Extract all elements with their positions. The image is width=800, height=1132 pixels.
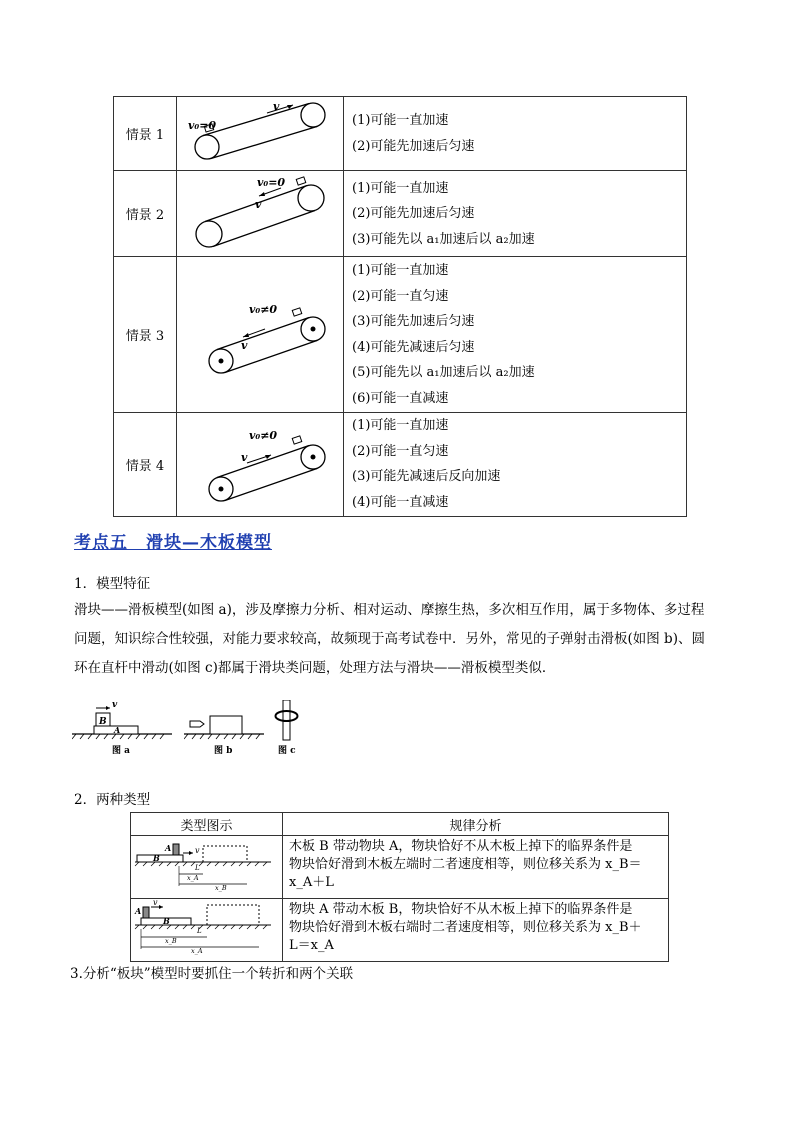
b-label: B	[99, 717, 107, 727]
scene-item: (1)可能一直加速	[352, 263, 449, 279]
l-label: L	[197, 927, 202, 935]
scene-figure	[177, 412, 344, 516]
model-type-table	[130, 812, 669, 962]
part2-heading: 2．两种类型	[74, 792, 151, 808]
v0-label: v₀≠0	[249, 429, 278, 443]
v-label: v	[241, 338, 248, 352]
analysis-line: 物块恰好滑到木板左端时二者速度相等，则位移关系为 x_B＝	[289, 857, 642, 872]
scene-item: (6)可能一直减速	[352, 390, 449, 406]
scene-label: 情景 2	[114, 171, 177, 257]
v-label: v	[255, 197, 262, 211]
xa-label: x_A	[187, 874, 199, 882]
table-header-row	[131, 813, 669, 836]
a-label: A	[165, 843, 172, 853]
v-label: v	[153, 899, 158, 907]
scenario-table	[113, 96, 687, 517]
xa-label: x_A	[191, 947, 203, 955]
v-label: v	[112, 700, 118, 710]
inclined-belt-up-diagram	[185, 101, 335, 167]
v0-label: v₀≠0	[249, 302, 278, 316]
figure-a-slider-board	[72, 694, 172, 756]
part1-paragraph	[74, 596, 734, 683]
paragraph-line: 滑块——滑板模型(如图 a)，涉及摩擦力分析、相对运动、摩擦生热，多次相互作用，属于多物体、多过程	[74, 602, 705, 618]
scene-item: (2)可能先加速后匀速	[352, 206, 475, 222]
inclined-belt-pulley-reverse-diagram	[185, 419, 335, 509]
paragraph-line: 环在直杆中滑动(如图 c)都属于滑块类问题，处理方法与滑块——滑板模型类似．	[74, 660, 556, 676]
figure-c-ring-rod	[272, 700, 302, 756]
l-label: L	[195, 864, 200, 872]
type-figure	[131, 836, 283, 899]
analysis-line: 物块恰好滑到木板右端时二者速度相等，则位移关系为 x_B＋	[289, 920, 642, 935]
figure-caption: 图 c	[278, 746, 296, 756]
block-drives-board-diagram	[131, 899, 281, 957]
table-row	[114, 97, 687, 171]
scene-descriptions	[344, 412, 687, 516]
table-row	[114, 412, 687, 516]
b-label: B	[153, 853, 160, 863]
scene-figure	[177, 171, 344, 257]
scene-item: (1)可能一直加速	[352, 418, 449, 434]
figure-b-bullet-board	[184, 712, 264, 756]
part1-heading: 1．模型特征	[74, 576, 151, 592]
table-row	[131, 836, 669, 899]
scene-item: (3)可能先减速后反向加速	[352, 469, 501, 485]
inclined-belt-down-diagram	[185, 176, 335, 252]
analysis-line: x_A＋L	[289, 875, 334, 890]
figure-caption: 图 a	[112, 746, 130, 756]
type-figure	[131, 899, 283, 962]
analysis-line: L＝x_A	[289, 938, 334, 953]
scene-item: (3)可能先以 a₁加速后以 a₂加速	[352, 231, 535, 247]
analysis-line: 物块 A 带动木板 B，物块恰好不从木板上掉下的临界条件是	[289, 902, 633, 917]
board-drives-block-diagram	[131, 836, 281, 894]
scene-item: (1)可能一直加速	[352, 113, 449, 129]
v-label: v	[273, 100, 280, 113]
figure-caption: 图 b	[214, 746, 233, 756]
scene-item: (4)可能一直减速	[352, 494, 449, 510]
v-label: v	[195, 846, 200, 855]
table-row	[114, 257, 687, 412]
rule-analysis	[283, 899, 669, 962]
column-header: 类型图示	[131, 813, 283, 836]
rule-analysis	[283, 836, 669, 899]
analysis-line: 木板 B 带动物块 A，物块恰好不从木板上掉下的临界条件是	[289, 839, 633, 854]
v0-label: v₀=0	[257, 175, 286, 189]
scene-item: (1)可能一直加速	[352, 180, 449, 196]
scene-label: 情景 4	[114, 412, 177, 516]
part3-heading: 3.分析“板块”模型时要抓住一个转折和两个关联	[70, 966, 354, 982]
paragraph-line: 问题，知识综合性较强，对能力要求较高，故频现于高考试卷中．另外，常见的子弹射击滑板(如图 b)、圆	[74, 631, 705, 647]
b-label: B	[163, 916, 170, 926]
scene-item: (2)可能先加速后匀速	[352, 138, 475, 154]
v-label: v	[241, 451, 248, 465]
scene-item: (4)可能先减速后匀速	[352, 339, 475, 355]
scene-descriptions	[344, 171, 687, 257]
scene-item: (5)可能先以 a₁加速后以 a₂加速	[352, 365, 535, 381]
table-row	[131, 899, 669, 962]
inclined-belt-pulley-diagram	[185, 289, 335, 381]
scene-label: 情景 3	[114, 257, 177, 412]
xb-label: x_B	[215, 884, 227, 892]
scene-item: (3)可能先加速后匀速	[352, 314, 475, 330]
scene-label: 情景 1	[114, 97, 177, 171]
column-header: 规律分析	[283, 813, 669, 836]
section-title: 考点五 滑块—木板模型	[74, 533, 272, 553]
v0-label: v₀=0	[188, 118, 217, 132]
scene-item: (2)可能一直匀速	[352, 443, 449, 459]
scene-figure	[177, 257, 344, 412]
scene-descriptions	[344, 257, 687, 412]
a-label: A	[114, 725, 121, 735]
a-label: A	[135, 906, 142, 916]
table-row	[114, 171, 687, 257]
xb-label: x_B	[165, 937, 177, 945]
scene-descriptions	[344, 97, 687, 171]
scene-item: (2)可能一直匀速	[352, 288, 449, 304]
scene-figure	[177, 97, 344, 171]
